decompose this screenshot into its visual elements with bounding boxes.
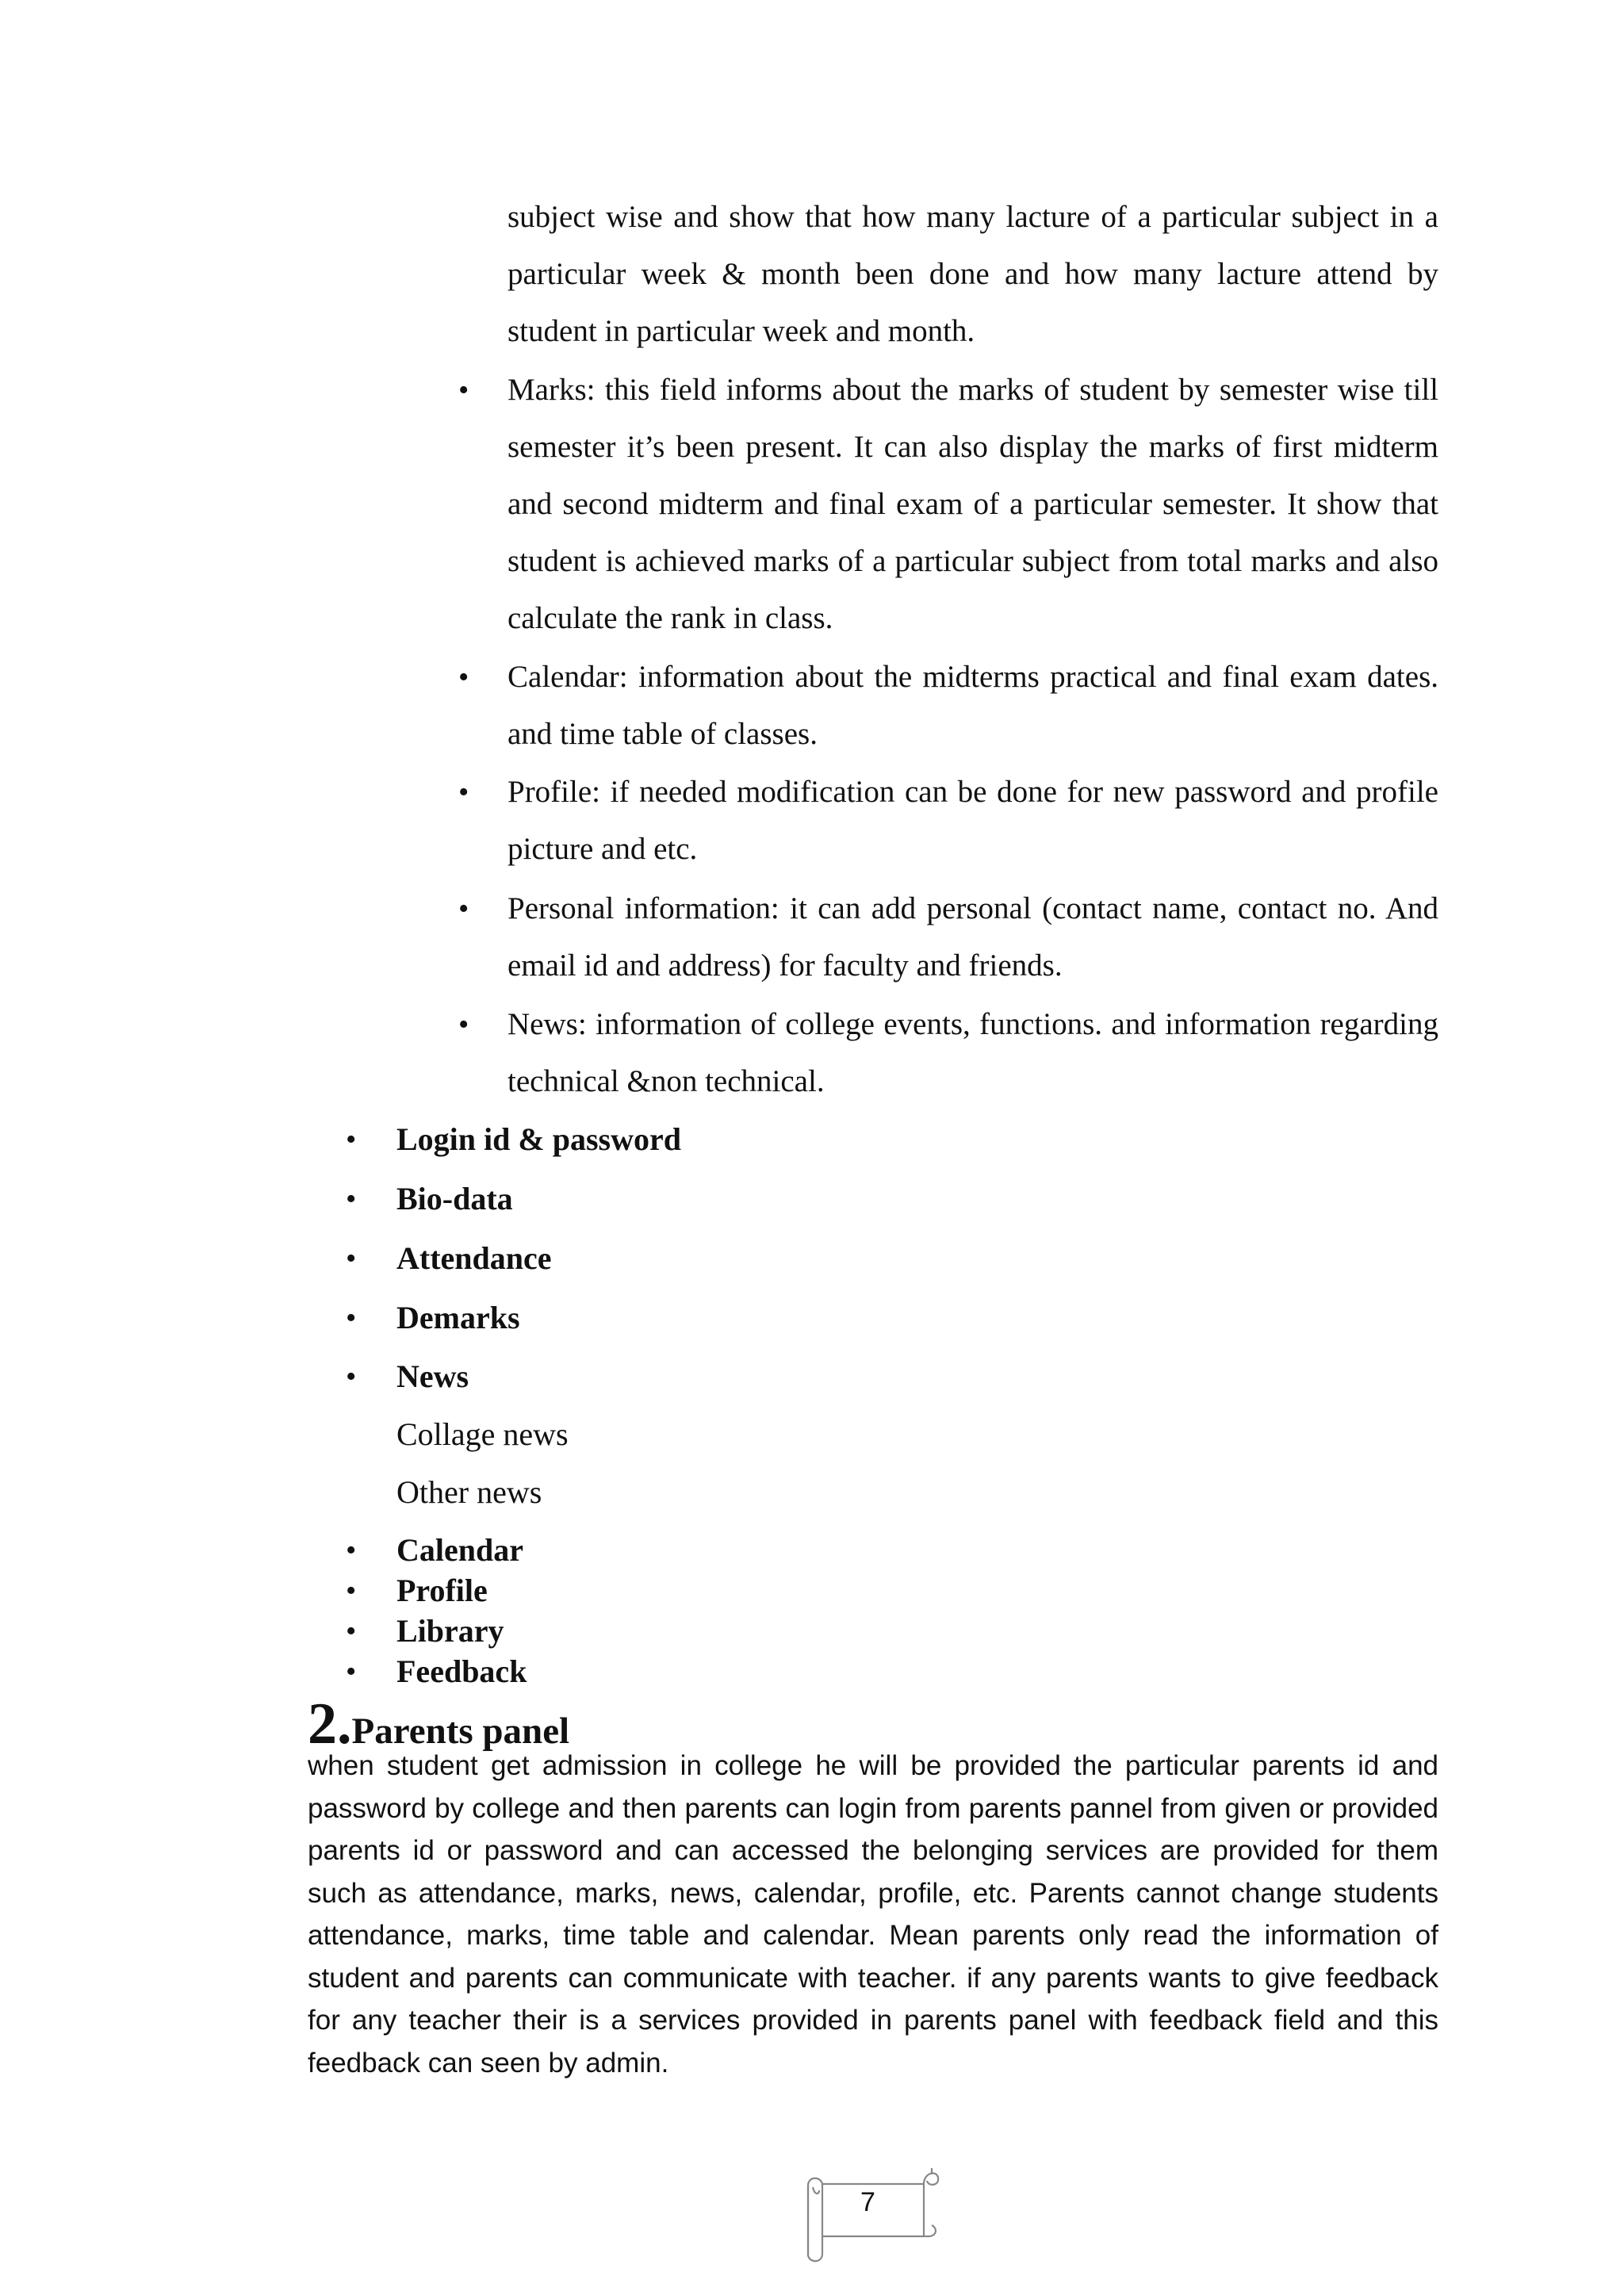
- main-item-demarks: • Demarks: [396, 1294, 520, 1342]
- sub-item-marks: • Marks: this field informs about the marks of student by semester wise till semester it’s been present. It can also display the marks of first midterm and second midterm and final exam of a particular semester. It show that student is achieved marks of a particular subject from total marks and also calculate the rank in class.: [508, 362, 1438, 647]
- sub-item-calendar: • Calendar: information about the midterms practical and final exam dates. and time table of classes.: [508, 649, 1438, 763]
- main-item-library: • Library: [396, 1607, 504, 1655]
- news-sub-other: Other news: [396, 1474, 542, 1510]
- main-item-biodata: • Bio-data: [396, 1175, 513, 1223]
- main-item-profile: • Profile: [396, 1567, 488, 1615]
- section-title: Parents panel: [351, 1711, 570, 1752]
- main-item-news: • News: [396, 1353, 469, 1400]
- sub-item-profile: • Profile: if needed modification can be done for new password and profile picture and etc.: [508, 764, 1438, 878]
- section-number: 2.: [308, 1692, 352, 1757]
- main-item-attendance: • Attendance: [396, 1235, 552, 1282]
- main-item-feedback: • Feedback: [396, 1648, 527, 1695]
- continuation-paragraph: subject wise and show that how many lacture of a particular subject in a particular week & month been done and how many lacture attend by student in particular week and month.: [508, 200, 1438, 348]
- sub-item-news: • News: information of college events, functions. and information regarding technical &non technical.: [508, 996, 1438, 1110]
- sub-item-personal-information: • Personal information: it can add personal (contact name, contact no. And email id and address) for faculty and friends.: [508, 880, 1438, 994]
- news-sub-collage: Collage news: [396, 1416, 569, 1452]
- main-item-calendar: • Calendar: [396, 1527, 523, 1574]
- main-item-login: • Login id & password: [396, 1116, 681, 1163]
- page-number: 7: [860, 2187, 875, 2217]
- parents-panel-paragraph: when student get admission in college he will be provided the particular parents id and password by college and then parents can login from parents pannel from given or provided parents id or password and can accessed the belonging services are provided for them such as attendance, marks, news, calendar, profile, etc. Parents cannot change students attendance, marks, time table and calendar. Mean parents only read the information of student and parents can communicate with teacher. if any parents wants to give feedback for any teacher their is a services provided in parents panel with feedback field and this feedback can seen by admin.: [308, 1750, 1438, 2079]
